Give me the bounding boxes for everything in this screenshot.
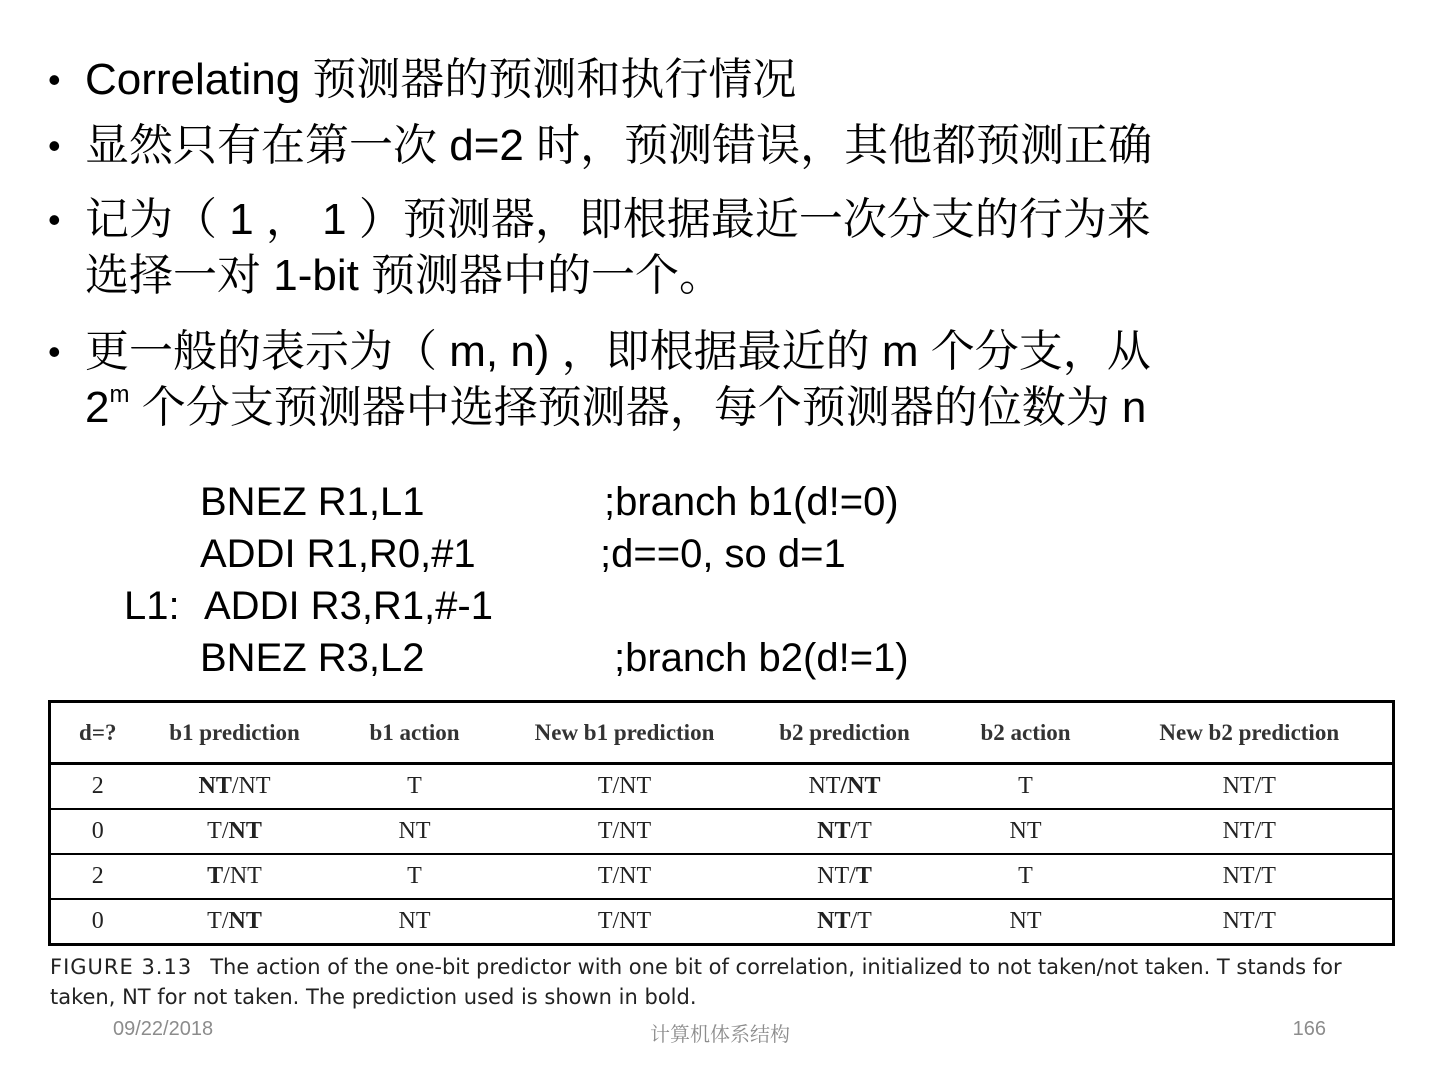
header-b1-prediction: b1 prediction [145, 702, 325, 764]
table-cell: NT/T [1222, 908, 1276, 934]
table-cell: NT/T [1107, 854, 1394, 899]
table-row [50, 764, 1394, 810]
code-label: L1: [124, 584, 180, 628]
table-cell: T/NT [505, 809, 745, 854]
code-comment: ;d==0, so d=1 [600, 532, 846, 576]
code-instruction: BNEZ R3,L2 [200, 636, 425, 680]
bullet-2 [48, 118, 1348, 174]
code-instruction: ADDI R1,R0,#1 [200, 532, 476, 576]
table-cell: NT/T [1107, 809, 1394, 854]
header-d: d=? [50, 702, 145, 764]
table-cell [145, 899, 325, 945]
table-cell: NT [325, 809, 505, 854]
footer-date: 09/22/2018 [113, 1018, 214, 1040]
table-row [50, 899, 1394, 945]
table-cell: 2 [50, 854, 145, 899]
code-block [0, 476, 1100, 684]
bullet-1-text: Correlating 预测器的预测和执行情况 [85, 55, 797, 104]
table-cell: NT [945, 809, 1107, 854]
table-cell [145, 854, 325, 899]
cell-part: /NT [231, 773, 271, 799]
cell-part: /T [850, 818, 872, 844]
table-cell [745, 809, 945, 854]
prediction-table [48, 700, 1395, 946]
page-number: 166 [1292, 1018, 1326, 1040]
table-cell: T [325, 854, 505, 899]
table-body [50, 764, 1394, 945]
code-line [0, 580, 1100, 632]
bullet-4 [48, 324, 1348, 436]
table-cell: T/NT [505, 854, 745, 899]
code-line [0, 632, 1100, 684]
cell-part: NT [198, 773, 232, 799]
cell-part: NT [817, 908, 851, 934]
table-cell: NT [1009, 908, 1042, 934]
table-cell: 2 [50, 764, 145, 810]
table-header-row [50, 702, 1394, 764]
header-b2-prediction: b2 prediction [745, 702, 945, 764]
cell-part: /NT [840, 773, 881, 799]
cell-part: T/ [207, 908, 229, 934]
cell-part: T/ [207, 818, 229, 844]
cell-part: /NT [223, 863, 262, 889]
figure-caption [50, 952, 1395, 1012]
table-row [50, 809, 1394, 854]
cell-part: NT/ [817, 863, 856, 889]
bullet-2-text: 显然只有在第一次 d=2 时，预测错误，其他都预测正确 [85, 121, 1153, 170]
bullet-1 [48, 52, 1348, 108]
table-cell: T [945, 764, 1107, 810]
header-new-b2-prediction: New b2 prediction [1107, 702, 1394, 764]
code-instruction: ADDI R3,R1,#-1 [204, 584, 493, 628]
caption-text: The action of the one-bit predictor with one bit of correlation, initialized to not taken/not taken. T stands for taken, NT for not taken. The prediction used is shown in bold. [50, 955, 1342, 1009]
table-row [50, 854, 1394, 899]
bullet-3 [48, 192, 1348, 304]
table-cell [145, 809, 325, 854]
header-b2-action: b2 action [945, 702, 1107, 764]
table-cell [745, 899, 945, 945]
table-cell: T/NT [597, 908, 652, 934]
bullet-4-base: 2 [85, 383, 110, 432]
bullet-list [48, 52, 1348, 454]
table-cell: NT [398, 908, 431, 934]
header-b1-action: b1 action [325, 702, 505, 764]
cell-part: T [855, 863, 872, 889]
table-cell [745, 764, 945, 810]
cell-part: NT [228, 818, 262, 844]
cell-part: NT [228, 908, 262, 934]
code-instruction: BNEZ R1,L1 [200, 480, 425, 524]
table-cell: T [325, 764, 505, 810]
table-cell: T/NT [505, 764, 745, 810]
cell-part: /T [850, 908, 872, 934]
cell-part: T [207, 863, 224, 889]
table-cell: NT/T [1107, 764, 1394, 810]
table-cell [745, 854, 945, 899]
bullet-3-line2: 选择一对 1-bit 预测器中的一个。 [85, 251, 724, 300]
table-cell: T [945, 854, 1107, 899]
bullet-4-line1: 更一般的表示为（ m, n) ，即根据最近的 m 个分支，从 [85, 327, 1151, 376]
code-comment: ;branch b2(d!=1) [614, 636, 909, 680]
bullet-4-line2: 个分支预测器中选择预测器，每个预测器的位数为 n [129, 383, 1147, 432]
code-line [0, 528, 1100, 580]
cell-part: NT [808, 773, 841, 799]
code-comment: ;branch b1(d!=0) [604, 480, 899, 524]
bullet-3-line1: 记为（ 1 ， 1 ）预测器，即根据最近一次分支的行为来 [85, 195, 1151, 244]
figure-number: FIGURE 3.13 [50, 955, 193, 979]
table-cell: 0 [91, 908, 104, 934]
cell-part: NT [817, 818, 851, 844]
footer-title: 计算机体系结构 [650, 1024, 790, 1046]
bullet-4-superscript: m [109, 381, 130, 409]
code-line [0, 476, 1100, 528]
header-new-b1-prediction: New b1 prediction [505, 702, 745, 764]
table-cell: 0 [50, 809, 145, 854]
table-cell [145, 764, 325, 810]
